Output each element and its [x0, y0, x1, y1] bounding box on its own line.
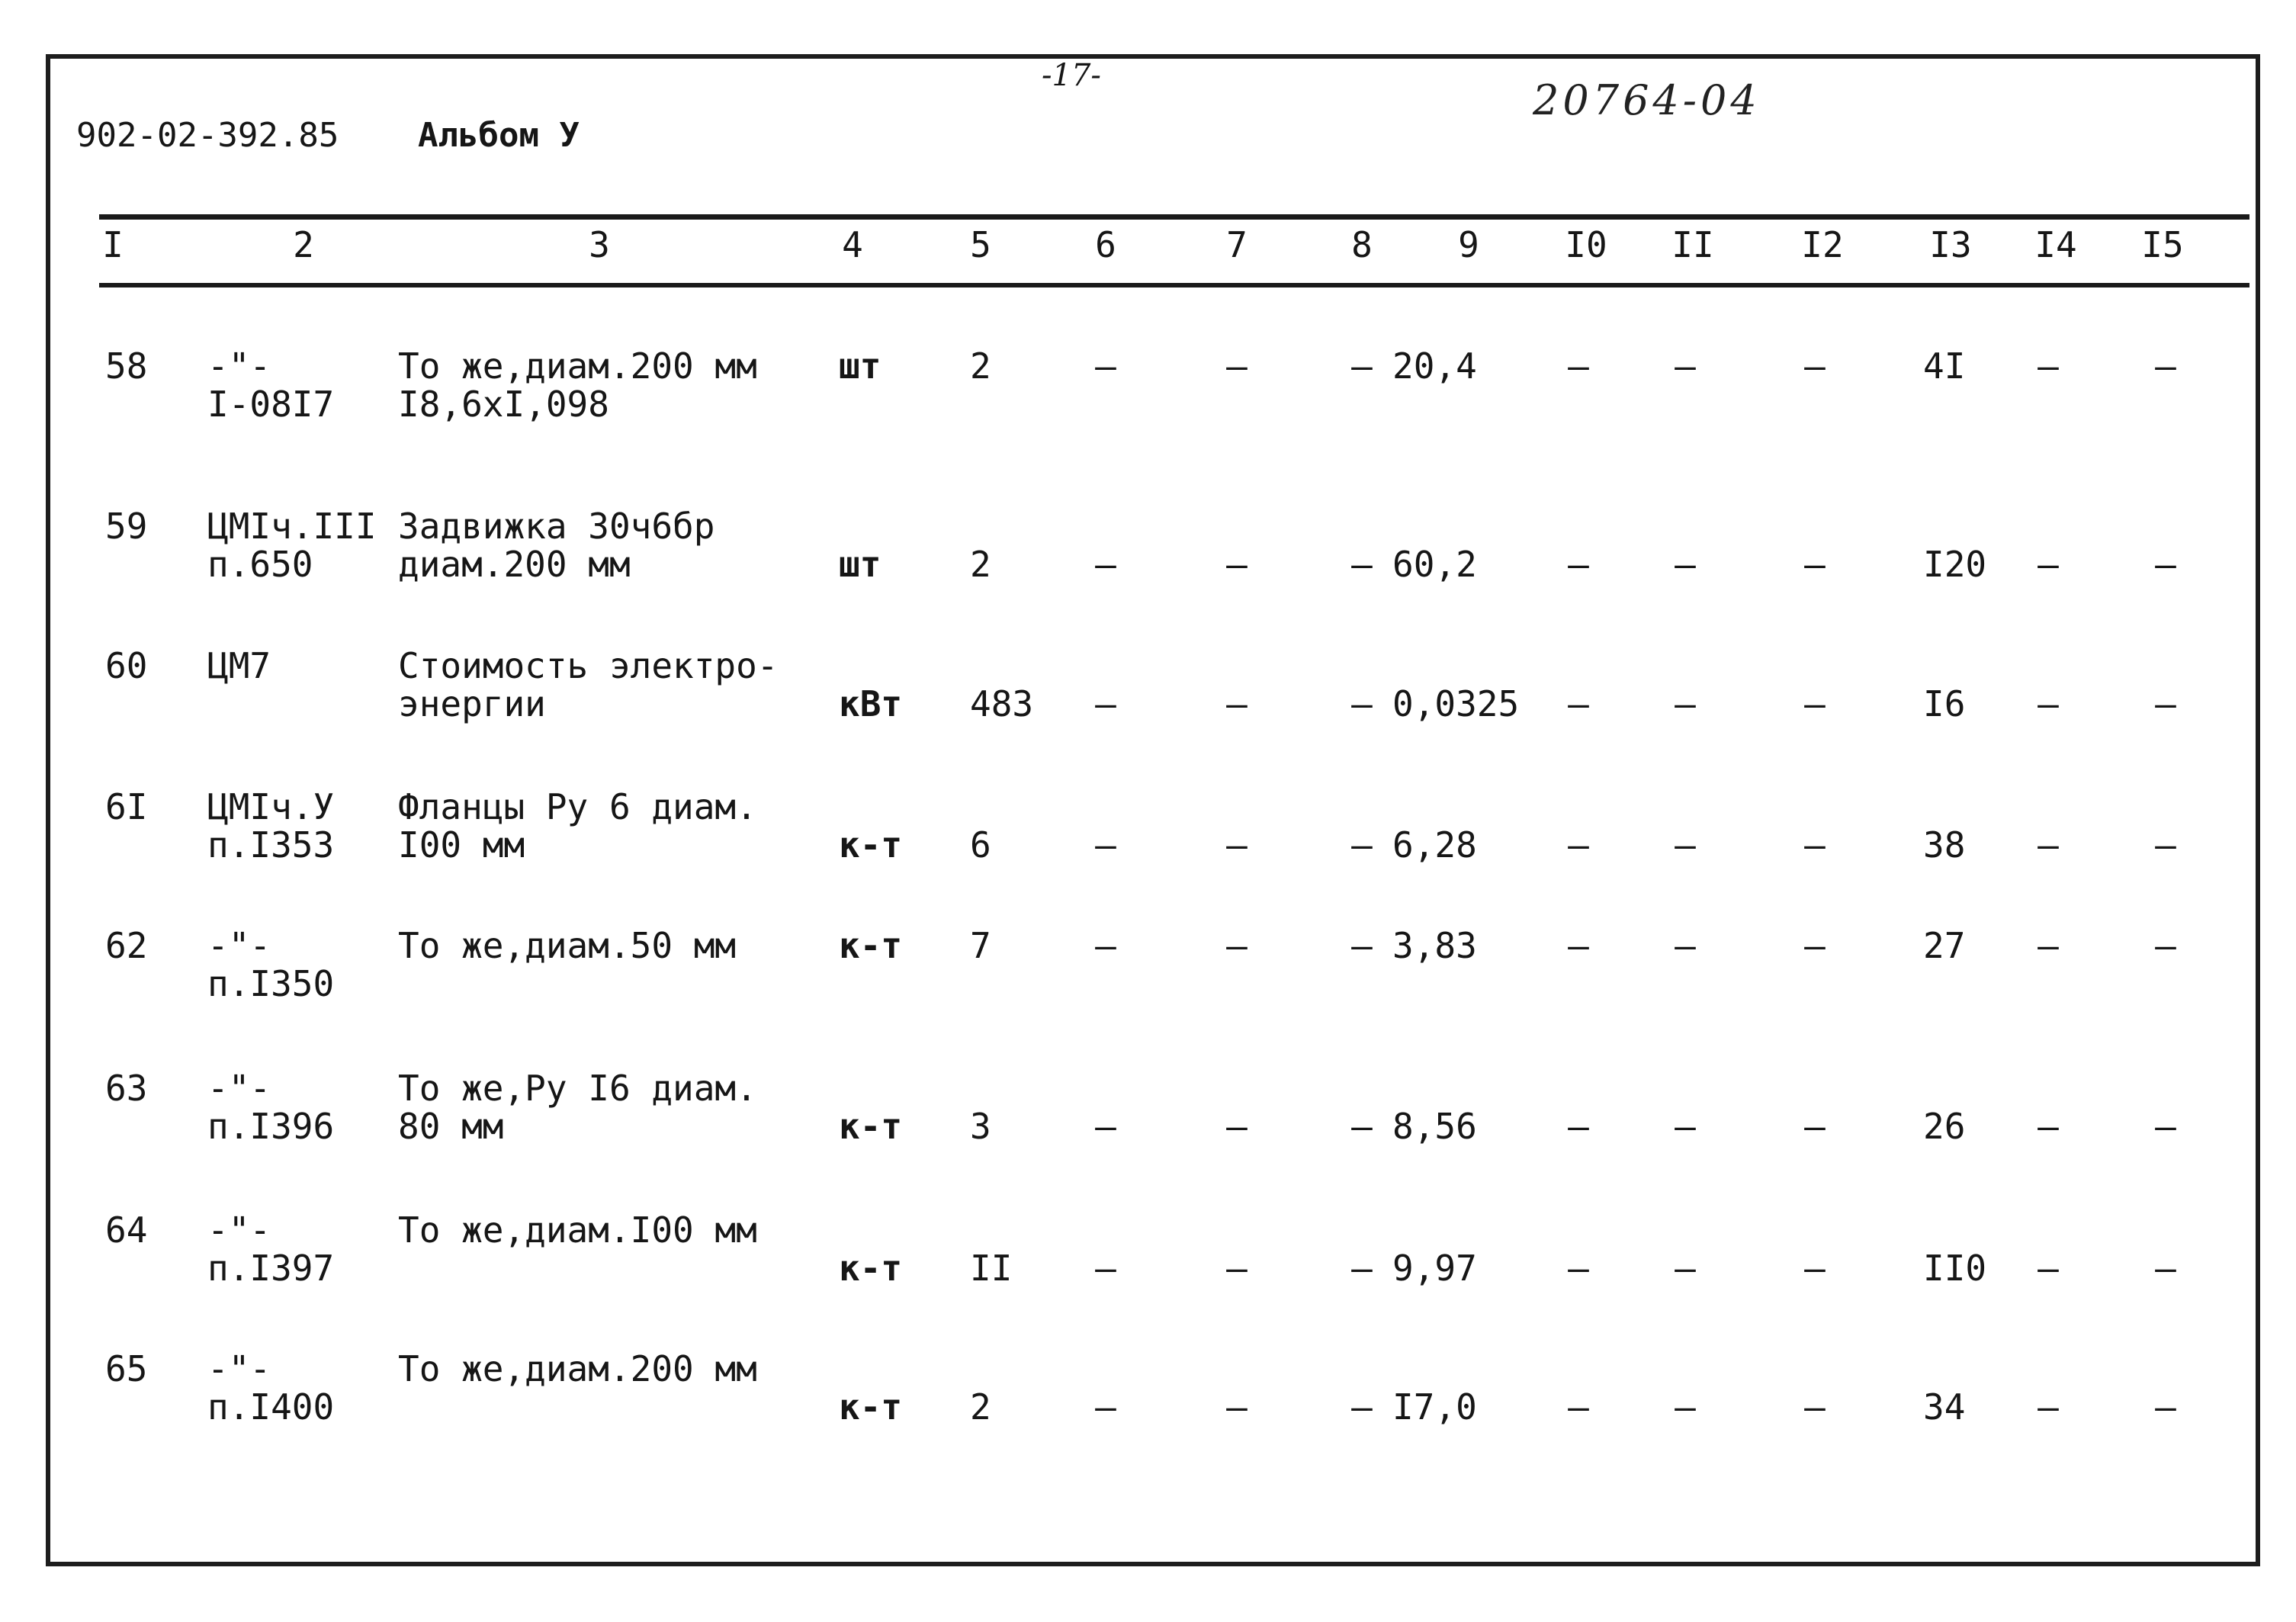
cell-line: п.I400: [207, 1386, 335, 1428]
table-cell-col15: –: [2155, 925, 2176, 966]
table-cell-col14: –: [2037, 345, 2059, 387]
table-cell-col7: –: [1226, 683, 1248, 724]
table-cell-col4: к-т: [839, 1106, 903, 1147]
col-header-12: I2: [1801, 224, 1844, 265]
col-header-5: 5: [970, 224, 991, 265]
table-cell-col4: к-т: [839, 925, 903, 966]
table-cell-col14: –: [2037, 683, 2059, 724]
table-cell-col15: –: [2155, 544, 2176, 585]
col-header-10: I0: [1565, 224, 1607, 265]
cell-line: диам.200 мм: [398, 544, 631, 585]
cell-line: энергии: [398, 683, 546, 724]
table-cell-col11: –: [1675, 544, 1696, 585]
table-cell-col4: кВт: [839, 683, 903, 724]
table-cell-col11: –: [1675, 345, 1696, 387]
cell-line: Стоимость электро-: [398, 645, 779, 686]
table-cell-col10: –: [1568, 1106, 1589, 1147]
table-cell-col12: –: [1804, 824, 1826, 866]
table-cell-col14: –: [2037, 1106, 2059, 1147]
table-cell-col12: –: [1804, 683, 1826, 724]
cell-line: I-08I7: [207, 384, 335, 425]
cell-line: -"-: [207, 1068, 271, 1109]
col-header-8: 8: [1351, 224, 1373, 265]
table-cell-col15: –: [2155, 1106, 2176, 1147]
cell-line: -"-: [207, 925, 271, 966]
table-cell-col13: 4I: [1923, 345, 1966, 387]
cell-line: То же,диам.200 мм: [398, 1348, 757, 1389]
table-cell-col11: –: [1675, 925, 1696, 966]
table-cell-col6: –: [1095, 925, 1116, 966]
table-cell-col7: –: [1226, 544, 1248, 585]
table-cell-col6: –: [1095, 345, 1116, 387]
table-cell-col7: –: [1226, 824, 1248, 866]
table-cell-col5: 2: [970, 544, 991, 585]
cell-line: I00 мм: [398, 824, 525, 866]
table-cell-col15: –: [2155, 1386, 2176, 1428]
row-number: 6I: [105, 786, 148, 827]
table-cell-col11: –: [1675, 1106, 1696, 1147]
table-cell-col8: –: [1351, 1386, 1373, 1428]
page-frame: [46, 54, 2260, 1566]
row-number: 60: [105, 645, 148, 686]
table-cell-col3: [398, 507, 714, 583]
cell-line: -"-: [207, 1209, 271, 1251]
table-cell-col6: –: [1095, 1386, 1116, 1428]
album-label: Альбом У: [418, 116, 580, 155]
table-cell-col10: –: [1568, 824, 1589, 866]
table-cell-col10: –: [1568, 345, 1589, 387]
cell-line: п.650: [207, 544, 313, 585]
table-cell-col9: 3,83: [1392, 925, 1477, 966]
col-header-1: I: [102, 224, 124, 265]
table-cell-col4: к-т: [839, 1386, 903, 1428]
table-cell-col6: –: [1095, 824, 1116, 866]
table-cell-col3: [398, 1211, 757, 1249]
cell-line: п.I396: [207, 1106, 335, 1147]
table-cell-col12: –: [1804, 345, 1826, 387]
table-cell-col8: –: [1351, 544, 1373, 585]
table-cell-col8: –: [1351, 683, 1373, 724]
table-cell-col2: [207, 347, 334, 423]
cell-line: I8,6хI,098: [398, 384, 609, 425]
table-cell-col9: 9,97: [1392, 1248, 1477, 1289]
table-cell-col12: –: [1804, 1106, 1826, 1147]
table-cell-col8: –: [1351, 925, 1373, 966]
table-cell-col13: II0: [1923, 1248, 1987, 1289]
table-cell-col5: 3: [970, 1106, 991, 1147]
table-cell-col6: –: [1095, 1106, 1116, 1147]
col-header-11: II: [1671, 224, 1714, 265]
col-header-15: I5: [2141, 224, 2184, 265]
table-cell-col9: 0,0325: [1392, 683, 1520, 724]
table-cell-col9: 60,2: [1392, 544, 1477, 585]
table-cell-col12: –: [1804, 925, 1826, 966]
row-number: 63: [105, 1068, 148, 1109]
handwritten-reference: 20764-04: [1533, 76, 1761, 124]
table-cell-col5: 7: [970, 925, 991, 966]
cell-line: п.I350: [207, 963, 335, 1004]
header-rule-top: [99, 214, 2249, 220]
document-code: 902-02-392.85: [76, 116, 339, 155]
table-cell-col4: шт: [839, 544, 881, 585]
col-header-14: I4: [2034, 224, 2077, 265]
table-cell-col2: [207, 1211, 334, 1287]
table-cell-col11: –: [1675, 683, 1696, 724]
row-number: 59: [105, 506, 148, 547]
cell-line: ЦМ7: [207, 645, 271, 686]
table-cell-col11: –: [1675, 1386, 1696, 1428]
table-cell-col9: 6,28: [1392, 824, 1477, 866]
table-cell-col14: –: [2037, 925, 2059, 966]
table-cell-col10: –: [1568, 544, 1589, 585]
table-cell-col7: –: [1226, 1106, 1248, 1147]
table-cell-col13: 34: [1923, 1386, 1966, 1428]
row-number: 58: [105, 345, 148, 387]
col-header-13: I3: [1929, 224, 1972, 265]
table-cell-col2: [207, 927, 334, 1003]
cell-line: То же,диам.50 мм: [398, 925, 737, 966]
table-cell-col14: –: [2037, 544, 2059, 585]
table-cell-col13: 27: [1923, 925, 1966, 966]
table-cell-col4: к-т: [839, 1248, 903, 1289]
table-cell-col14: –: [2037, 824, 2059, 866]
col-header-7: 7: [1226, 224, 1248, 265]
cell-line: ЦМIч.У: [207, 786, 335, 827]
table-cell-col13: 38: [1923, 824, 1966, 866]
table-cell-col10: –: [1568, 683, 1589, 724]
cell-line: п.I353: [207, 824, 335, 866]
cell-line: п.I397: [207, 1248, 335, 1289]
cell-line: То же,Ру I6 диам.: [398, 1068, 757, 1109]
row-number: 65: [105, 1348, 148, 1389]
row-number: 64: [105, 1209, 148, 1251]
table-cell-col9: I7,0: [1392, 1386, 1477, 1428]
table-cell-col3: [398, 1350, 757, 1388]
table-cell-col7: –: [1226, 1248, 1248, 1289]
table-cell-col15: –: [2155, 345, 2176, 387]
col-header-2: 2: [293, 224, 314, 265]
table-cell-col11: –: [1675, 1248, 1696, 1289]
row-number: 62: [105, 925, 148, 966]
table-cell-col6: –: [1095, 683, 1116, 724]
table-cell-col6: –: [1095, 544, 1116, 585]
table-cell-col7: –: [1226, 345, 1248, 387]
table-cell-col9: 8,56: [1392, 1106, 1477, 1147]
table-cell-col15: –: [2155, 824, 2176, 866]
table-cell-col8: –: [1351, 345, 1373, 387]
col-header-9: 9: [1458, 224, 1479, 265]
table-cell-col2: [207, 1350, 334, 1426]
table-cell-col12: –: [1804, 1386, 1826, 1428]
cell-line: Задвижка 30ч6бр: [398, 506, 715, 547]
table-cell-col3: [398, 1069, 757, 1145]
table-cell-col13: 26: [1923, 1106, 1966, 1147]
table-cell-col10: –: [1568, 1248, 1589, 1289]
table-cell-col14: –: [2037, 1248, 2059, 1289]
cell-line: 80 мм: [398, 1106, 504, 1147]
page-number: -17-: [1042, 58, 1101, 93]
table-cell-col3: [398, 788, 757, 864]
table-cell-col3: [398, 927, 736, 965]
cell-line: То же,диам.200 мм: [398, 345, 757, 387]
table-cell-col13: I6: [1923, 683, 1966, 724]
table-cell-col15: –: [2155, 683, 2176, 724]
table-cell-col8: –: [1351, 1248, 1373, 1289]
table-cell-col4: шт: [839, 345, 881, 387]
cell-line: Фланцы Ру 6 диам.: [398, 786, 757, 827]
table-cell-col7: –: [1226, 925, 1248, 966]
table-cell-col7: –: [1226, 1386, 1248, 1428]
col-header-6: 6: [1095, 224, 1116, 265]
table-cell-col12: –: [1804, 1248, 1826, 1289]
col-header-4: 4: [842, 224, 863, 265]
table-cell-col3: [398, 647, 779, 723]
cell-line: То же,диам.I00 мм: [398, 1209, 757, 1251]
table-cell-col11: –: [1675, 824, 1696, 866]
cell-line: -"-: [207, 345, 271, 387]
table-cell-col2: [207, 1069, 334, 1145]
table-cell-col10: –: [1568, 925, 1589, 966]
table-cell-col2: [207, 507, 377, 583]
table-cell-col5: 483: [970, 683, 1034, 724]
table-cell-col4: к-т: [839, 824, 903, 866]
table-cell-col8: –: [1351, 1106, 1373, 1147]
table-cell-col2: [207, 647, 271, 685]
table-cell-col8: –: [1351, 824, 1373, 866]
table-cell-col12: –: [1804, 544, 1826, 585]
cell-line: -"-: [207, 1348, 271, 1389]
table-cell-col10: –: [1568, 1386, 1589, 1428]
table-cell-col9: 20,4: [1392, 345, 1477, 387]
header-rule-bottom: [99, 283, 2249, 287]
table-cell-col5: 6: [970, 824, 991, 866]
table-cell-col6: –: [1095, 1248, 1116, 1289]
table-cell-col5: 2: [970, 345, 991, 387]
table-cell-col3: [398, 347, 757, 423]
table-cell-col14: –: [2037, 1386, 2059, 1428]
table-cell-col2: [207, 788, 334, 864]
table-cell-col5: II: [970, 1248, 1013, 1289]
col-header-3: 3: [589, 224, 610, 265]
table-cell-col5: 2: [970, 1386, 991, 1428]
table-cell-col15: –: [2155, 1248, 2176, 1289]
table-cell-col13: I20: [1923, 544, 1987, 585]
cell-line: ЦМIч.III: [207, 506, 377, 547]
